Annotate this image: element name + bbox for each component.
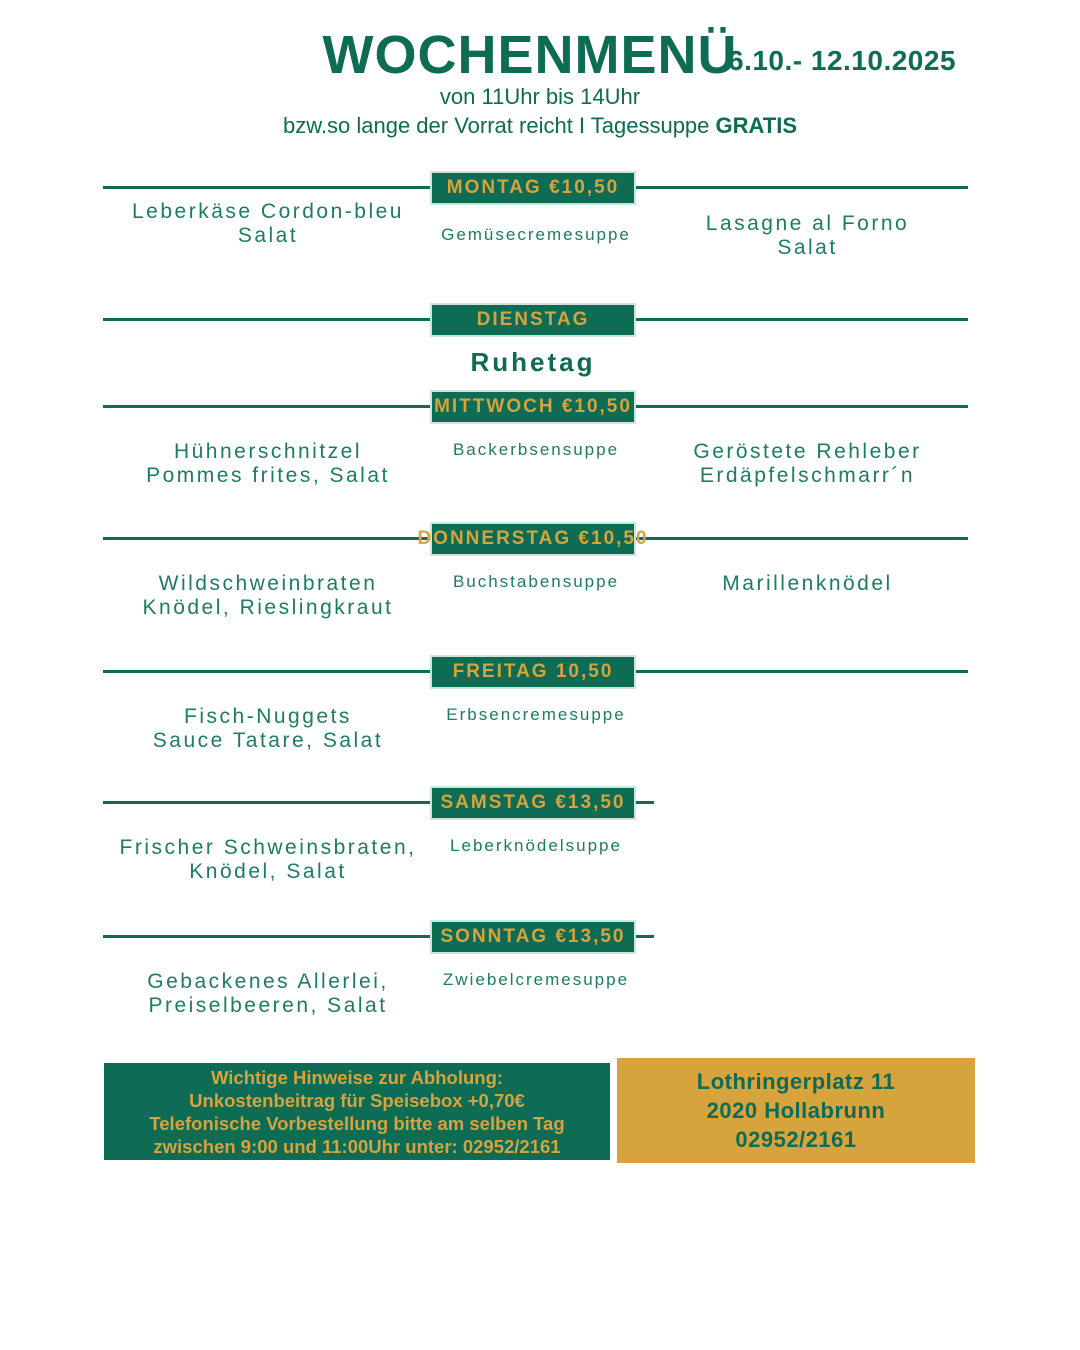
divider-line-right: [636, 801, 654, 804]
day-row-montag: [0, 171, 1080, 301]
day-badge-label: DIENSTAG: [476, 309, 590, 330]
dish-line: Knödel, Rieslingkraut: [142, 596, 394, 619]
day-row-mittwoch: [0, 390, 1080, 520]
dish-line: Erdäpfelschmarr´n: [699, 464, 916, 487]
title-row: [0, 0, 1080, 85]
day-badge-sonntag: [430, 920, 636, 954]
divider-line-right: [636, 405, 968, 408]
soup-sonntag: [436, 970, 636, 990]
soup-montag: [436, 225, 636, 245]
divider-line-left: [103, 801, 430, 804]
dish-line: Preiselbeeren, Salat: [148, 994, 388, 1017]
address-line: Lothringerplatz 11: [696, 1069, 896, 1094]
day-badge-samstag: [430, 786, 636, 820]
day-row-donnerstag: [0, 522, 1080, 652]
dish-line: Knödel, Salat: [189, 860, 347, 883]
day-badge-label: FREITAG 10,50: [452, 661, 614, 682]
dish-line: Hühnerschnitzel: [173, 440, 363, 463]
address-box: [617, 1058, 975, 1163]
day-badge-freitag: [430, 655, 636, 689]
soup-line: Leberknödelsuppe: [450, 836, 622, 855]
dish-line: Leberkäse Cordon-bleu: [132, 200, 404, 223]
dish-line: Pommes frites, Salat: [146, 464, 390, 487]
address-line: 02952/2161: [735, 1127, 857, 1152]
address-line: 2020 Hollabrunn: [706, 1098, 886, 1123]
divider-line-left: [103, 537, 430, 540]
availability-note-text: bzw.so lange der Vorrat reicht I Tagessuppe: [282, 113, 716, 138]
dish-line: Fisch-Nuggets: [184, 705, 352, 728]
main-dish-mittwoch: [100, 440, 436, 488]
dish-line: Wildschweinbraten: [158, 572, 378, 595]
day-badge-label: MITTWOCH €10,50: [434, 396, 632, 417]
notice-line: Unkostenbeitrag für Speisebox +0,70€: [189, 1089, 525, 1111]
alt-dish-donnerstag: [640, 572, 975, 596]
day-badge-donnerstag: [417, 522, 649, 556]
dish-line: Salat: [237, 224, 299, 247]
divider-line-left: [103, 186, 430, 189]
divider-line-right: [636, 318, 968, 321]
header: [0, 0, 1080, 139]
divider-line-right: [636, 670, 968, 673]
alt-dish-montag: [640, 212, 975, 260]
dish-line: Salat: [777, 236, 838, 259]
dish-line: Gebackenes Allerlei,: [147, 970, 389, 993]
main-dish-samstag: [100, 836, 436, 884]
day-badge-label: SAMSTAG €13,50: [440, 792, 626, 813]
opening-hours: von 11Uhr bis 14Uhr: [439, 84, 641, 109]
main-dish-montag: [100, 200, 436, 248]
divider-line-left: [103, 405, 430, 408]
soup-freitag: [436, 705, 636, 725]
day-badge-label: SONNTAG €13,50: [440, 926, 626, 947]
day-row-samstag: [0, 786, 1080, 916]
notice-line: zwischen 9:00 und 11:00Uhr unter: 02952/2161: [153, 1135, 561, 1157]
gratis-highlight: GRATIS: [715, 113, 797, 138]
dish-line: Frischer Schweinsbraten,: [119, 836, 417, 859]
dish-line: Lasagne al Forno: [705, 212, 910, 235]
date-range: 6.10.- 12.10.2025: [728, 45, 957, 76]
divider-line-right: [636, 537, 968, 540]
alt-dish-mittwoch: [640, 440, 975, 488]
soup-mittwoch: [436, 440, 636, 460]
day-badge-mittwoch: [430, 390, 636, 424]
main-dish-donnerstag: [100, 572, 436, 620]
notice-line: Telefonische Vorbestellung bitte am selben Tag: [149, 1112, 565, 1134]
day-badge-label: MONTAG €10,50: [446, 177, 620, 198]
soup-line: Erbsencremesuppe: [446, 705, 626, 724]
pickup-notice-box: [104, 1063, 610, 1160]
notice-line: Wichtige Hinweise zur Abholung:: [210, 1066, 504, 1088]
divider-line-right: [636, 935, 654, 938]
page-title: WOCHENMENÜ: [322, 25, 738, 85]
main-dish-freitag: [100, 705, 436, 753]
divider-line-left: [103, 670, 430, 673]
dish-line: Marillenknödel: [722, 572, 893, 595]
closed-day-note: Ruhetag: [470, 347, 596, 377]
day-row-sonntag: [0, 920, 1080, 1050]
soup-samstag: [436, 836, 636, 856]
day-badge-label: DONNERSTAG €10,50: [417, 528, 649, 549]
soup-donnerstag: [436, 572, 636, 592]
main-dish-sonntag: [100, 970, 436, 1018]
soup-line: Backerbsensuppe: [452, 440, 620, 459]
day-badge-dienstag: [430, 303, 636, 337]
dish-line: Geröstete Rehleber: [693, 440, 922, 463]
divider-line-right: [636, 186, 968, 189]
soup-line: Zwiebelcremesuppe: [442, 970, 630, 989]
availability-note: [0, 113, 1080, 139]
soup-line: Gemüsecremesuppe: [441, 225, 631, 244]
divider-line-left: [103, 935, 430, 938]
day-badge-montag: [430, 171, 636, 205]
divider-line-left: [103, 318, 430, 321]
soup-line: Buchstabensuppe: [452, 572, 620, 591]
dish-line: Sauce Tatare, Salat: [152, 729, 384, 752]
day-row-freitag: [0, 655, 1080, 785]
